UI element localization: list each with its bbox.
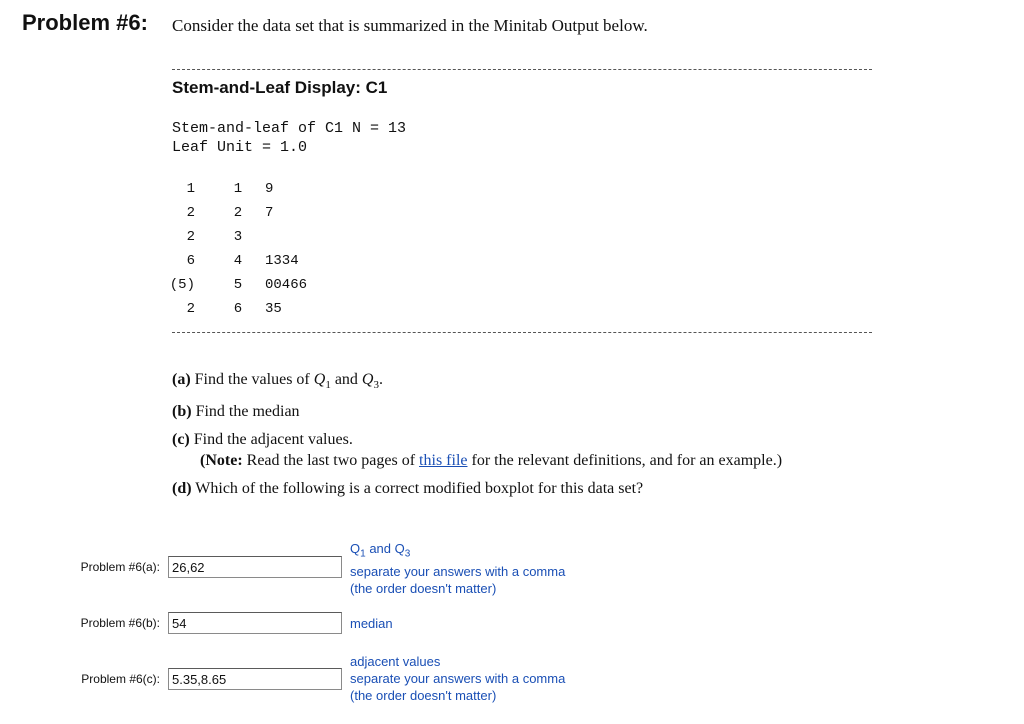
question-a-period: . bbox=[378, 371, 383, 388]
hint-adjacent: adjacent values bbox=[350, 654, 441, 669]
q-subscript: 1 bbox=[360, 548, 366, 560]
q-subscript: 1 bbox=[325, 379, 331, 392]
hint-separate: separate your answers with a comma bbox=[350, 563, 566, 579]
answer-a-input[interactable] bbox=[168, 556, 342, 578]
hint-order: (the order doesn't matter) bbox=[350, 580, 497, 596]
depth-cell: 2 bbox=[186, 229, 195, 245]
hint-separate: separate your answers with a comma bbox=[350, 671, 566, 686]
dashed-divider-bottom bbox=[172, 332, 872, 333]
depth-cell: (5) bbox=[169, 277, 195, 293]
stem-cell: 6 bbox=[233, 301, 243, 317]
q-subscript: 3 bbox=[373, 379, 379, 392]
hint-and: and bbox=[369, 541, 392, 556]
question-c-tag: (c) bbox=[172, 431, 190, 448]
question-a-tag: (a) bbox=[172, 371, 191, 388]
q-symbol: Q bbox=[394, 541, 405, 556]
note-tag: (Note: bbox=[200, 452, 243, 469]
question-d-text: Which of the following is a correct modified boxplot for this data set? bbox=[195, 480, 644, 497]
answer-c-label: Problem #6(c): bbox=[81, 672, 160, 686]
stem-cell: 3 bbox=[233, 229, 243, 245]
leaf-unit-line: Leaf Unit = 1.0 bbox=[172, 139, 308, 156]
problem-heading: Problem #6: bbox=[22, 10, 148, 35]
depth-cell: 6 bbox=[186, 253, 195, 269]
hint-q-line bbox=[350, 540, 565, 563]
stem-leaf-header: Stem-and-leaf of C1 N = 13 bbox=[172, 120, 407, 137]
question-b-tag: (b) bbox=[172, 403, 192, 420]
q-symbol: Q bbox=[350, 541, 361, 556]
leaf-cell: 35 bbox=[265, 301, 282, 317]
leaf-cell: 1334 bbox=[265, 253, 299, 269]
leaf-cell: 7 bbox=[265, 205, 274, 221]
depth-cell: 2 bbox=[186, 205, 195, 221]
answer-b-input[interactable] bbox=[168, 612, 342, 634]
q-subscript: 3 bbox=[404, 548, 411, 560]
stem-cell: 5 bbox=[233, 277, 243, 293]
answer-b-hint bbox=[350, 615, 393, 632]
answer-b-label: Problem #6(b): bbox=[80, 616, 160, 630]
this-file-link[interactable]: this file bbox=[419, 452, 468, 469]
leaf-cell: 9 bbox=[265, 181, 274, 197]
leaf-cell: 00466 bbox=[265, 277, 308, 293]
question-a bbox=[172, 371, 383, 391]
hint-median: median bbox=[350, 616, 393, 631]
stem-leaf-title: Stem-and-Leaf Display: C1 bbox=[172, 78, 388, 97]
stem-cell: 2 bbox=[233, 205, 243, 221]
hint-order: (the order doesn't matter) bbox=[350, 688, 497, 703]
answer-c-input[interactable] bbox=[168, 668, 342, 690]
stem-cell: 1 bbox=[233, 181, 243, 197]
question-c bbox=[172, 431, 353, 449]
q-symbol: Q bbox=[313, 371, 326, 388]
question-a-text: Find the values of bbox=[194, 371, 310, 388]
question-a-and: and bbox=[334, 371, 358, 388]
question-c-text: Find the adjacent values. bbox=[193, 431, 353, 448]
dashed-divider-top bbox=[172, 69, 872, 70]
question-d-tag: (d) bbox=[172, 480, 192, 497]
stem-cell: 4 bbox=[233, 253, 243, 269]
note-line bbox=[200, 452, 782, 470]
question-d bbox=[172, 480, 643, 498]
answer-a-label: Problem #6(a): bbox=[80, 560, 160, 574]
answer-a-hint bbox=[350, 540, 565, 597]
question-b bbox=[172, 403, 300, 421]
q-symbol: Q bbox=[361, 371, 374, 388]
note-post: for the relevant definitions, and for an example.) bbox=[471, 452, 783, 469]
answer-c-hint bbox=[350, 653, 565, 704]
question-b-text: Find the median bbox=[195, 403, 300, 420]
problem-intro: Consider the data set that is summarized in the Minitab Output below. bbox=[172, 16, 648, 35]
note-pre: Read the last two pages of bbox=[246, 452, 416, 469]
depth-cell: 1 bbox=[186, 181, 195, 197]
depth-cell: 2 bbox=[186, 301, 195, 317]
